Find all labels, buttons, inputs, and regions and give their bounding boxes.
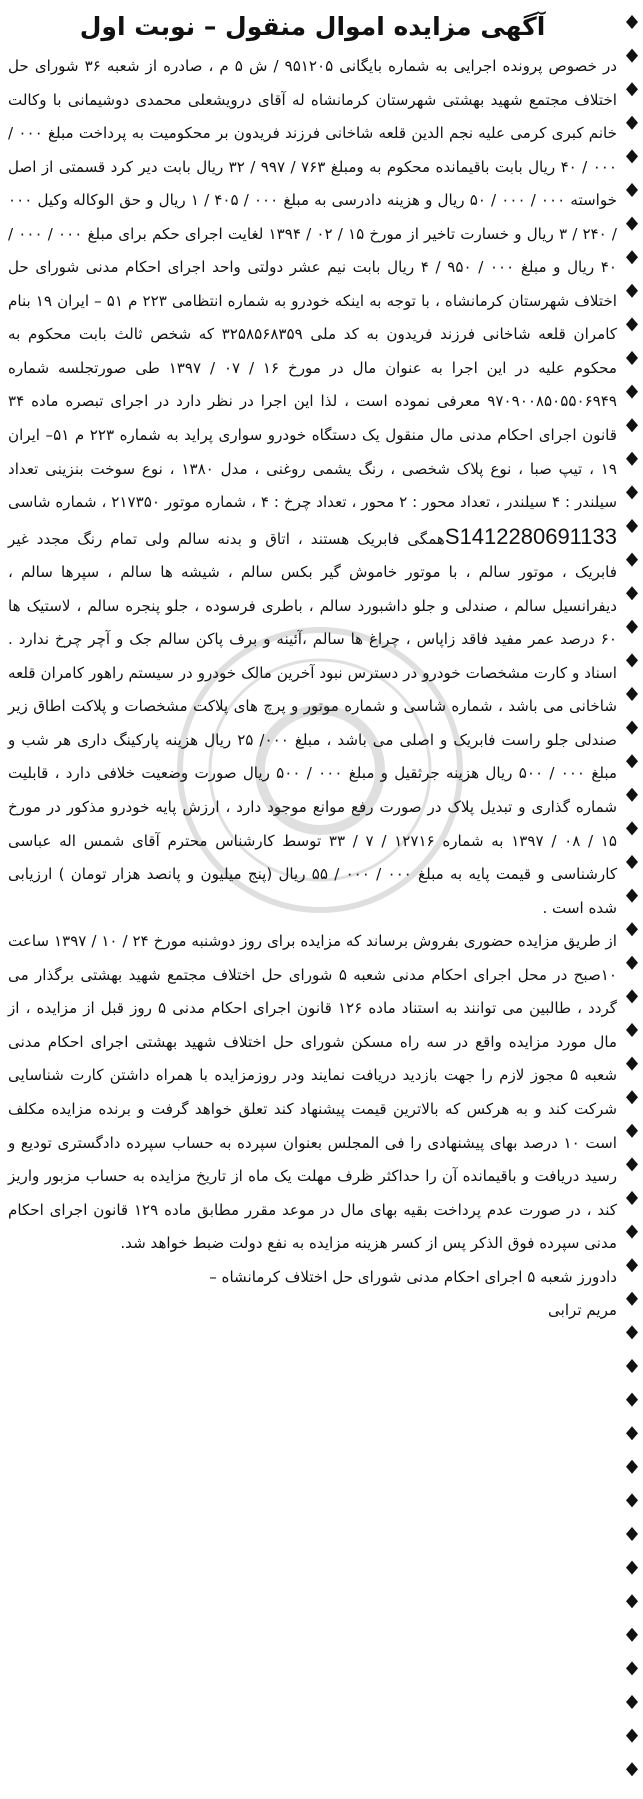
diamond-bullet-icon — [626, 250, 638, 264]
diamond-bullet-icon — [626, 1292, 638, 1306]
diamond-bullet-icon — [626, 1426, 638, 1440]
diamond-bullet-icon — [626, 1057, 638, 1071]
diamond-bullet-icon — [626, 1527, 638, 1541]
diamond-bullet-icon — [626, 989, 638, 1003]
diamond-bullet-icon — [626, 82, 638, 96]
diamond-bullet-icon — [626, 1124, 638, 1138]
diamond-bullet-icon — [626, 15, 638, 29]
diamond-bullet-icon — [626, 620, 638, 634]
diamond-bullet-icon — [626, 217, 638, 231]
diamond-bullet-icon — [626, 653, 638, 667]
diamond-bullet-icon — [626, 1661, 638, 1675]
diamond-bullet-icon — [626, 1157, 638, 1171]
diamond-bullet-icon — [626, 586, 638, 600]
diamond-bullet-icon — [626, 687, 638, 701]
diamond-bullet-icon — [626, 183, 638, 197]
diamond-bullet-icon — [626, 351, 638, 365]
diamond-bullet-icon — [626, 956, 638, 970]
diamond-bullet-icon — [626, 1628, 638, 1642]
diamond-bullet-icon — [626, 1695, 638, 1709]
decorative-diamond-border — [624, 6, 640, 1792]
signature-line-1: دادورز شعبه ۵ اجرای احکام مدنی شورای حل اختلاف کرمانشاه – — [209, 1267, 617, 1286]
diamond-bullet-icon — [626, 889, 638, 903]
paragraph-1-text: در خصوص پرونده اجرایی به شماره بایگانی ۹۵۱۲۰۵ / ش ۵ م ، صادره از شعبه ۳۶ شورای حل اختلاف مجتمع شهید بهشتی شهرستان کرمانشاه له آقای درویشعلی محمدی دوشیمانی با وکالت خانم کبری کرمی علیه نجم الدین قلعه شاخانی فرزند فریدون بر محکومیت به پرداخت مبلغ ۰۰۰ / ۰۰۰ / ۴۰ ریال بابت باقیمانده محکوم به ومبلغ ۷۶۳ / ۹۹۷ / ۳۲ ریال بابت دیر کرد قسمتی از اصل خواسته ۰۰۰ / ۰۰۰ / ۵۰ ریال و هزینه دادرسی به مبلغ ۰۰۰ / ۴۰۵ / ۱ ریال و حق الوکاله وکیل ۰۰۰ / ۲۴۰ / ۳ ریال و خسارت تاخیر از مورخ ۱۵ / ۰۲ / ۱۳۹۴ لغایت اجرای حکم برای مبلغ ۰۰۰ / ۰۰۰ / ۴۰ ریال و مبلغ ۰۰۰ / ۹۵۰ / ۴ ریال بابت نیم عشر دولتی واحد اجرای احکام مدنی شورای حل اختلاف شهرستان کرمانشاه ، با توجه به اینکه خودرو به شماره انتظامی ۲۲۳ م ۵۱ – ایران ۱۹ بنام کامران قلعه شاخانی فرزند فریدون به کد ملی ۳۲۵۸۵۶۸۳۵۹ که شخص ثالث بابت محکوم به محکوم علیه در این اجرا به عنوان مال در مورخ ۱۶ / ۰۷ / ۱۳۹۷ طی صورتجلسه شماره ۹۷۰۹۰۰۸۵۰۵۵۰۶۹۴۹ معرفی نموده است ، لذا این اجرا در نظر دارد در اجرای تبصره ماده ۳۴ قانون اجرای احکام مدنی مال منقول یک دستگاه خودرو سواری پراید به شماره ۲۲۳ م ۵۱– ایران ۱۹ ، تیپ صبا ، نوع پلاک شخصی ، رنگ یشمی روغنی ، مدل ۱۳۸۰ ، نوع سوخت بنزینی تعداد سیلندر : ۴ سیلندر ، تعداد محور : ۲ محور ، تعداد چرخ : ۴ ، شماره موتور ۲۱۷۳۵۰ ، شماره شاسی — [8, 57, 618, 512]
diamond-bullet-icon — [626, 553, 638, 567]
diamond-bullet-icon — [626, 1561, 638, 1575]
diamond-bullet-icon — [626, 1729, 638, 1743]
diamond-bullet-icon — [626, 788, 638, 802]
notice-paragraph — [8, 50, 617, 925]
diamond-bullet-icon — [626, 922, 638, 936]
diamond-bullet-icon — [626, 485, 638, 499]
chassis-number: S1412280691133 — [444, 523, 617, 549]
diamond-bullet-icon — [626, 1762, 638, 1776]
diamond-bullet-icon — [626, 1225, 638, 1239]
notice-article — [8, 6, 617, 1328]
notice-body — [8, 50, 617, 1261]
signature-block — [8, 1261, 617, 1328]
diamond-bullet-icon — [626, 1258, 638, 1272]
diamond-bullet-icon — [626, 1460, 638, 1474]
diamond-bullet-icon — [626, 149, 638, 163]
diamond-bullet-icon — [626, 49, 638, 63]
diamond-bullet-icon — [626, 754, 638, 768]
diamond-bullet-icon — [626, 284, 638, 298]
diamond-bullet-icon — [626, 1090, 638, 1104]
diamond-bullet-icon — [626, 1393, 638, 1407]
diamond-bullet-icon — [626, 1493, 638, 1507]
notice-paragraph — [8, 925, 617, 1260]
diamond-bullet-icon — [626, 116, 638, 130]
diamond-bullet-icon — [626, 1594, 638, 1608]
diamond-bullet-icon — [626, 1359, 638, 1373]
diamond-bullet-icon — [626, 821, 638, 835]
notice-title: آگهی مزایده اموال منقول – نوبت اول — [79, 12, 546, 41]
signature-name: مریم ترابی — [548, 1301, 617, 1320]
diamond-bullet-icon — [626, 317, 638, 331]
paragraph-1-continued: همگی فابریک هستند ، اتاق و بدنه سالم ولی تمام رنگ مجدد غیر فابریک ، موتور سالم ، با موتور خاموش گیر بکس سالم ، شیشه ها سالم ، سپرها سالم ، دیفرانسیل سالم ، صندلی و جلو داشبورد سالم ، باطری فرسوده ، جلو پنجره سالم ، لاستیک ها ۶۰ درصد عمر مفید فاقد زاپاس ، چراغ ها سالم ،آئینه و برف پاکن سالم جک و آچر چرخ ندارد . اسناد و کارت مشخصات خودرو در دسترس نبود آخرین مالک خودرو در سیستم راهور کامران قلعه شاخانی می باشد ، شماره شاسی و شماره موتور و پرچ های پلاکت مشخصات و پلاکت اطاق زیر صندلی جلو راست فابریک و اصلی می باشد ، مبلغ ۰۰۰/ ۲۵ ریال هزینه پارکینگ داری هر شب و مبلغ ۰۰۰ / ۵۰۰ ریال هزینه جرثقیل و مبلغ ۰۰۰ / ۵۰۰ ریال صورت وضعیت خلافی دارد ، قابلیت شماره گذاری و تبدیل پلاک در صورت رفع موانع موجود دارد ، ارزش پایه خودرو مذکور در مورخ ۱۵ / ۰۸ / ۱۳۹۷ به شماره ۱۲۷۱۶ / ۷ / ۳۳ توسط کارشناس محترم آقای شمس اله عباسی کارشناسی و قیمت پایه به مبلغ ۰۰۰ / ۰۰۰ / ۵۵ ریال (پنج میلیون و پانصد هزار تومان ) ارزیابی شده است . — [8, 529, 618, 917]
diamond-bullet-icon — [626, 385, 638, 399]
diamond-bullet-icon — [626, 418, 638, 432]
diamond-bullet-icon — [626, 855, 638, 869]
diamond-bullet-icon — [626, 519, 638, 533]
diamond-bullet-icon — [626, 1191, 638, 1205]
diamond-bullet-icon — [626, 1325, 638, 1339]
diamond-bullet-icon — [626, 721, 638, 735]
diamond-bullet-icon — [626, 1023, 638, 1037]
paragraph-2-text: از طریق مزایده حضوری بفروش برساند که مزایده برای روز دوشنبه مورخ ۲۴ / ۱۰ / ۱۳۹۷ ساعت ۱۰صبح در محل اجرای احکام مدنی شعبه ۵ شورای حل اختلاف مجتمع شهید بهشتی برگذار می گردد ، طالبین می توانند به استناد ماده ۱۲۶ قانون اجرای احکام مدنی ۵ روز قبل از مزایده ، از مال مورد مزایده واقع در سه راه مسکن شورای حل اختلاف شهید بهشتی اجرای احکام مدنی شعبه ۵ مجوز لازم را جهت بازدید دریافت نمایند ودر روزمزایده با همراه داشتن کارت شناسایی شرکت کند و به هرکس که بالاترین قیمت پیشنهاد کند تعلق خواهد گرفت و برنده مزایده مکلف است ۱۰ درصد بهای پیشنهادی را فی المجلس بعنوان سپرده به حساب سپرده دادگستری تودیع و رسید دریافت و باقیمانده آن را حداکثر ظرف مهلت یک ماه از تاریخ مزایده به حساب مزبور واریز کند ، در صورت عدم پرداخت بقیه بهای مال در موعد مقرر مطابق ماده ۱۲۹ قانون اجرای احکام مدنی سپرده فوق الذکر پس از کسر هزینه مزایده به نفع دولت ضبط خواهد شد. — [8, 932, 618, 1253]
diamond-bullet-icon — [626, 452, 638, 466]
